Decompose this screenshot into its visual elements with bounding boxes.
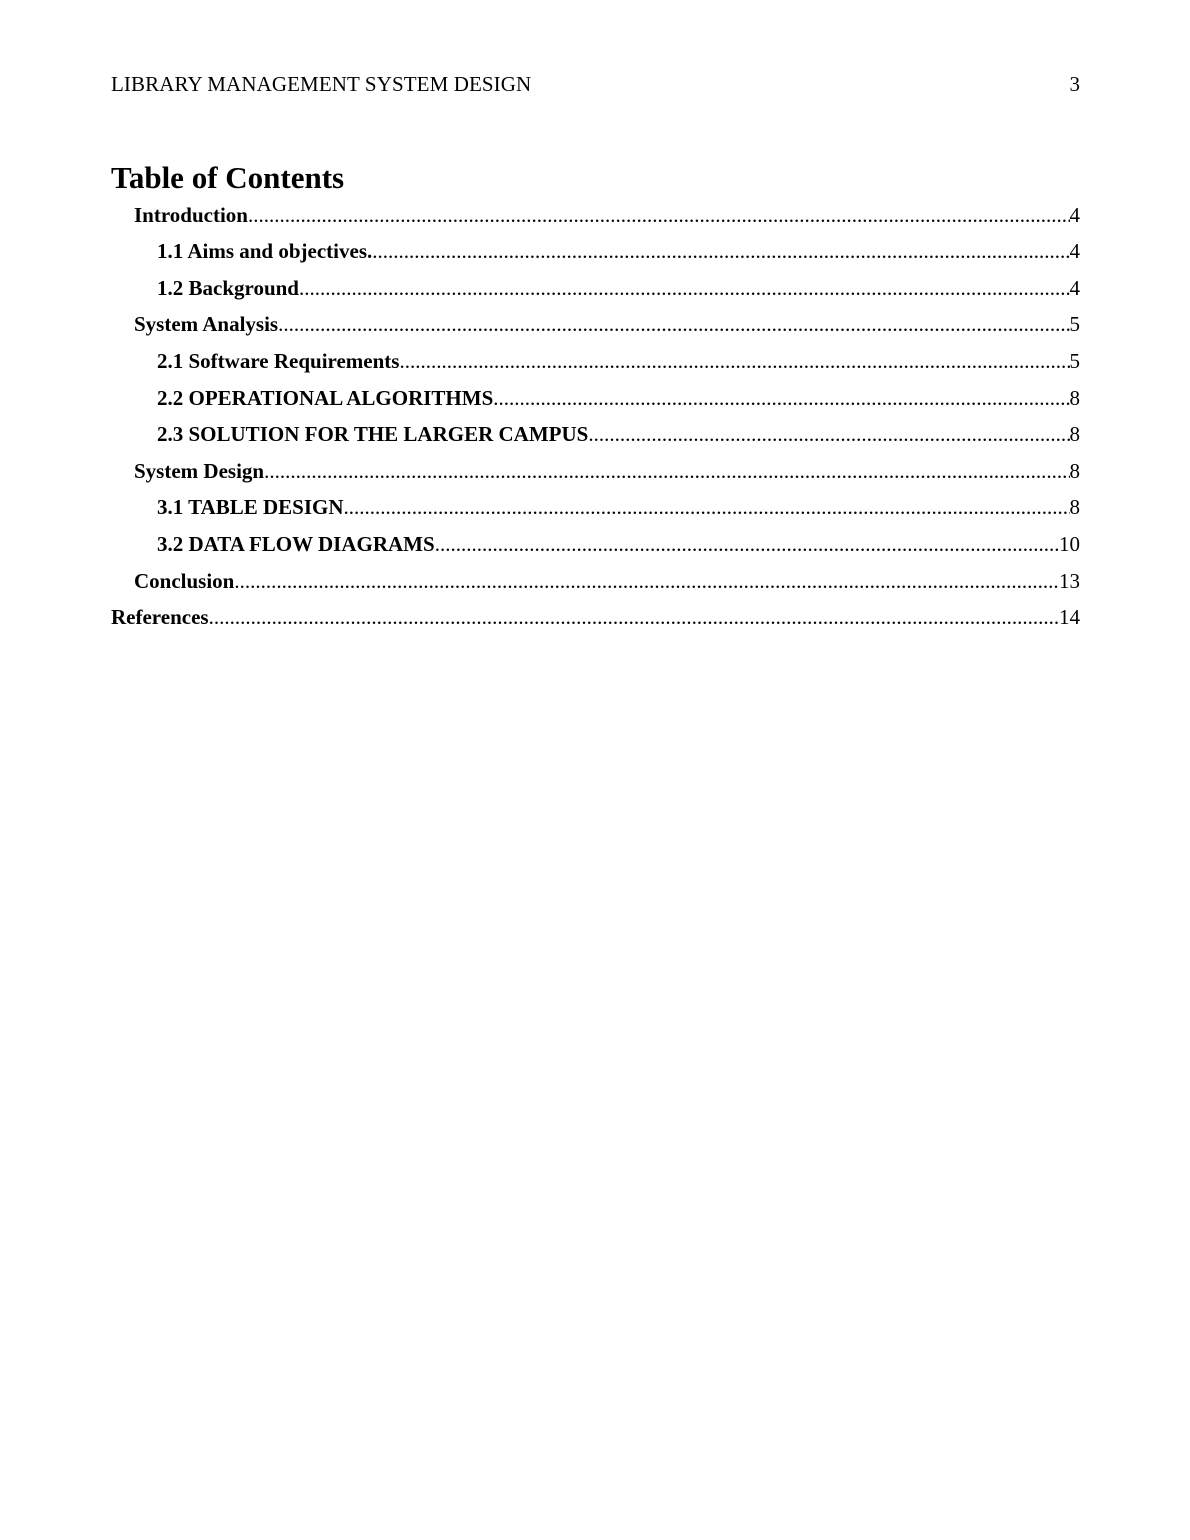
toc-entry-label: System Design [134,458,265,483]
toc-entry-aims-and-objectives[interactable] [111,233,1080,270]
toc-entry-software-requirements[interactable] [111,342,1080,379]
toc-entry-page: 10 [1059,531,1080,556]
toc-entry-page: 8 [1069,458,1080,483]
page-number: 3 [1069,72,1080,96]
toc-entry-label: 2.2 OPERATIONAL ALGORITHMS [157,385,494,410]
running-header [111,70,1080,98]
toc-entry-page: 4 [1069,202,1080,227]
toc-entry-label: References [111,605,209,630]
toc-entry-label: System Analysis [134,312,279,337]
toc-entry-page: 8 [1069,385,1080,410]
toc-entry-background[interactable] [111,269,1080,306]
table-of-contents [111,196,1080,635]
dot-leader [264,457,1069,489]
toc-entry-solution-larger-campus[interactable] [111,416,1080,453]
running-header-title: LIBRARY MANAGEMENT SYSTEM DESIGN [111,72,532,96]
toc-entry-label: 2.3 SOLUTION FOR THE LARGER CAMPUS [157,422,589,447]
dot-leader [435,530,1059,562]
dot-leader [372,237,1069,269]
toc-entry-page: 5 [1069,312,1080,337]
dot-leader [234,567,1059,599]
dot-leader [493,384,1069,416]
dot-leader [248,201,1070,233]
toc-entry-page: 8 [1069,422,1080,447]
toc-entry-label: 1.2 Background [157,275,299,300]
dot-leader [588,420,1069,452]
dot-leader [299,274,1070,306]
toc-entry-data-flow-diagrams[interactable] [111,525,1080,562]
toc-entry-page: 4 [1069,275,1080,300]
toc-entry-page: 13 [1059,568,1080,593]
dot-leader [344,493,1070,525]
toc-entry-label: 3.1 TABLE DESIGN [157,495,344,520]
toc-entry-introduction[interactable] [111,196,1080,233]
toc-entry-system-analysis[interactable] [111,306,1080,343]
dot-leader [399,347,1069,379]
toc-entry-operational-algorithms[interactable] [111,379,1080,416]
dot-leader [209,603,1059,635]
toc-entry-label: 2.1 Software Requirements [157,348,400,373]
toc-entry-references[interactable] [111,599,1080,636]
toc-entry-page: 8 [1069,495,1080,520]
toc-entry-label: Conclusion [134,568,235,593]
toc-entry-table-design[interactable] [111,489,1080,526]
toc-entry-page: 14 [1059,605,1080,630]
toc-entry-label: 3.2 DATA FLOW DIAGRAMS [157,531,435,556]
toc-entry-page: 4 [1069,239,1080,264]
toc-entry-label: 1.1 Aims and objectives. [157,239,373,264]
toc-heading: Table of Contents [111,160,345,195]
toc-entry-system-design[interactable] [111,452,1080,489]
toc-entry-label: Introduction [134,202,248,227]
toc-entry-page: 5 [1069,348,1080,373]
toc-entry-conclusion[interactable] [111,562,1080,599]
dot-leader [278,310,1069,342]
